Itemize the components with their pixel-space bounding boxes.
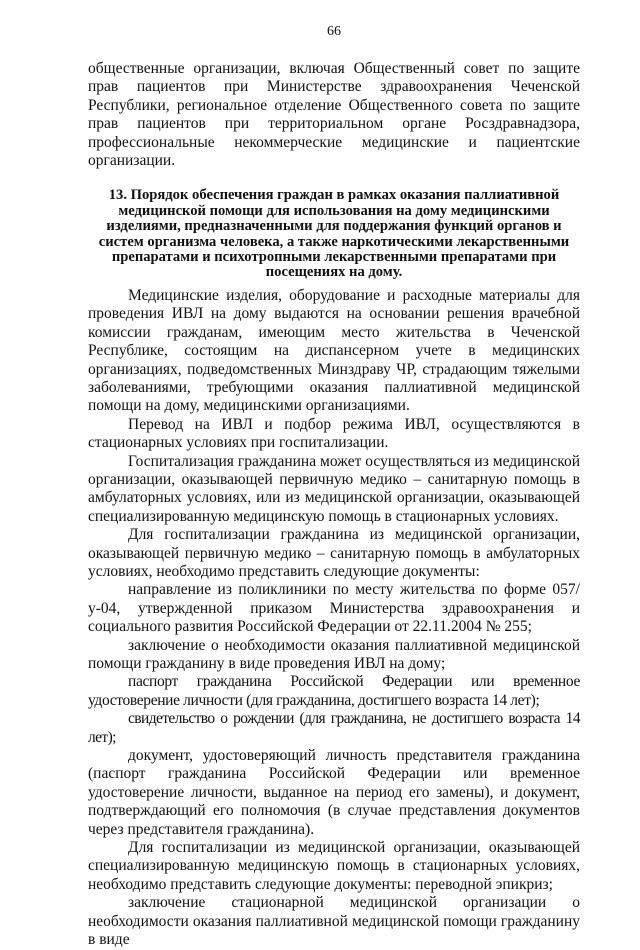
paragraph-representative: документ, удостоверяющий личность представителя гражданина (паспорт гражданина Российской Федерации или временное удостоверение личности, выданное на период его замены), и документ, подтверждающий его полномочия (в случае представления документов через представителя гражданина).: [88, 747, 580, 838]
paragraph-conclusion: заключение о необходимости оказания паллиативной медицинской помощи гражданину в виде проведения ИВЛ на дому;: [88, 636, 580, 672]
paragraph-documents-specialized: Для госпитализации из медицинской организации, оказывающей специализированную медицинскую помощь в стационарных условиях, необходимо представить следующие документы: переводной эпикриз;: [88, 839, 580, 893]
section-heading: 13. Порядок обеспечения граждан в рамках оказания паллиативной медицинской помощи для использования на дому медицинскими изделиями, предназначенными для поддержания функций органов и систем организма человека, а также наркотическими лекарственными препаратами и психотропными лекарственными препаратами при посещениях на дому.: [98, 187, 570, 281]
paragraph-inpatient-conclusion: заключение стационарной медицинской организации о необходимости оказания паллиативной медицинской помощи гражданину в виде: [88, 894, 580, 949]
intro-paragraph: общественные организации, включая Общественный совет по защите прав пациентов при Министерстве здравоохранения Чеченской Республики, региональное отделение Общественного совета по защите прав пациентов при территориальном органе Росздравнадзора, профессиональные некоммерческие медицинские и пациентские организации.: [88, 60, 580, 170]
paragraph-birth-certificate: свидетельство о рождении (для гражданина, не достигшего возраста 14 лет);: [88, 710, 580, 746]
paragraph-referral: направление из поликлиники по месту жительства по форме 057/у-04, утвержденной приказом Министерства здравоохранения и социального развития Российской Федерации от 22.11.2004 № 255;: [88, 581, 580, 636]
page-number: 66: [327, 24, 341, 39]
paragraph-hospitalization: Госпитализация гражданина может осуществляться из медицинской организации, оказывающей первичную медико – санитарную помощь в амбулаторных условиях, или из медицинской организации, оказывающей специализированную медицинскую помощь в стационарных условиях.: [88, 452, 580, 525]
paragraph-medical-devices: Медицинские изделия, оборудование и расходные материалы для проведения ИВЛ на дому выдаются на основании решения врачебной комиссии гражданам, имеющим место жительства в Чеченской Республике, состоящим на диспансерном учете в медицинских организациях, подведомственных Минздраву ЧР, страдающим тяжелыми заболеваниями, требующими оказания паллиативной медицинской помощи на дому, медицинскими организациями.: [88, 286, 580, 415]
paragraph-documents-primary: Для госпитализации гражданина из медицинской организации, оказывающей первичную медико – санитарную помощь в амбулаторных условиях, необходимо представить следующие документы:: [88, 526, 580, 580]
paragraph-passport: паспорт гражданина Российской Федерации или временное удостоверение личности (для гражданина, достигшего возраста 14 лет);: [88, 673, 580, 709]
paragraph-ivl-transfer: Перевод на ИВЛ и подбор режима ИВЛ, осуществляются в стационарных условиях при госпитализации.: [88, 415, 580, 452]
